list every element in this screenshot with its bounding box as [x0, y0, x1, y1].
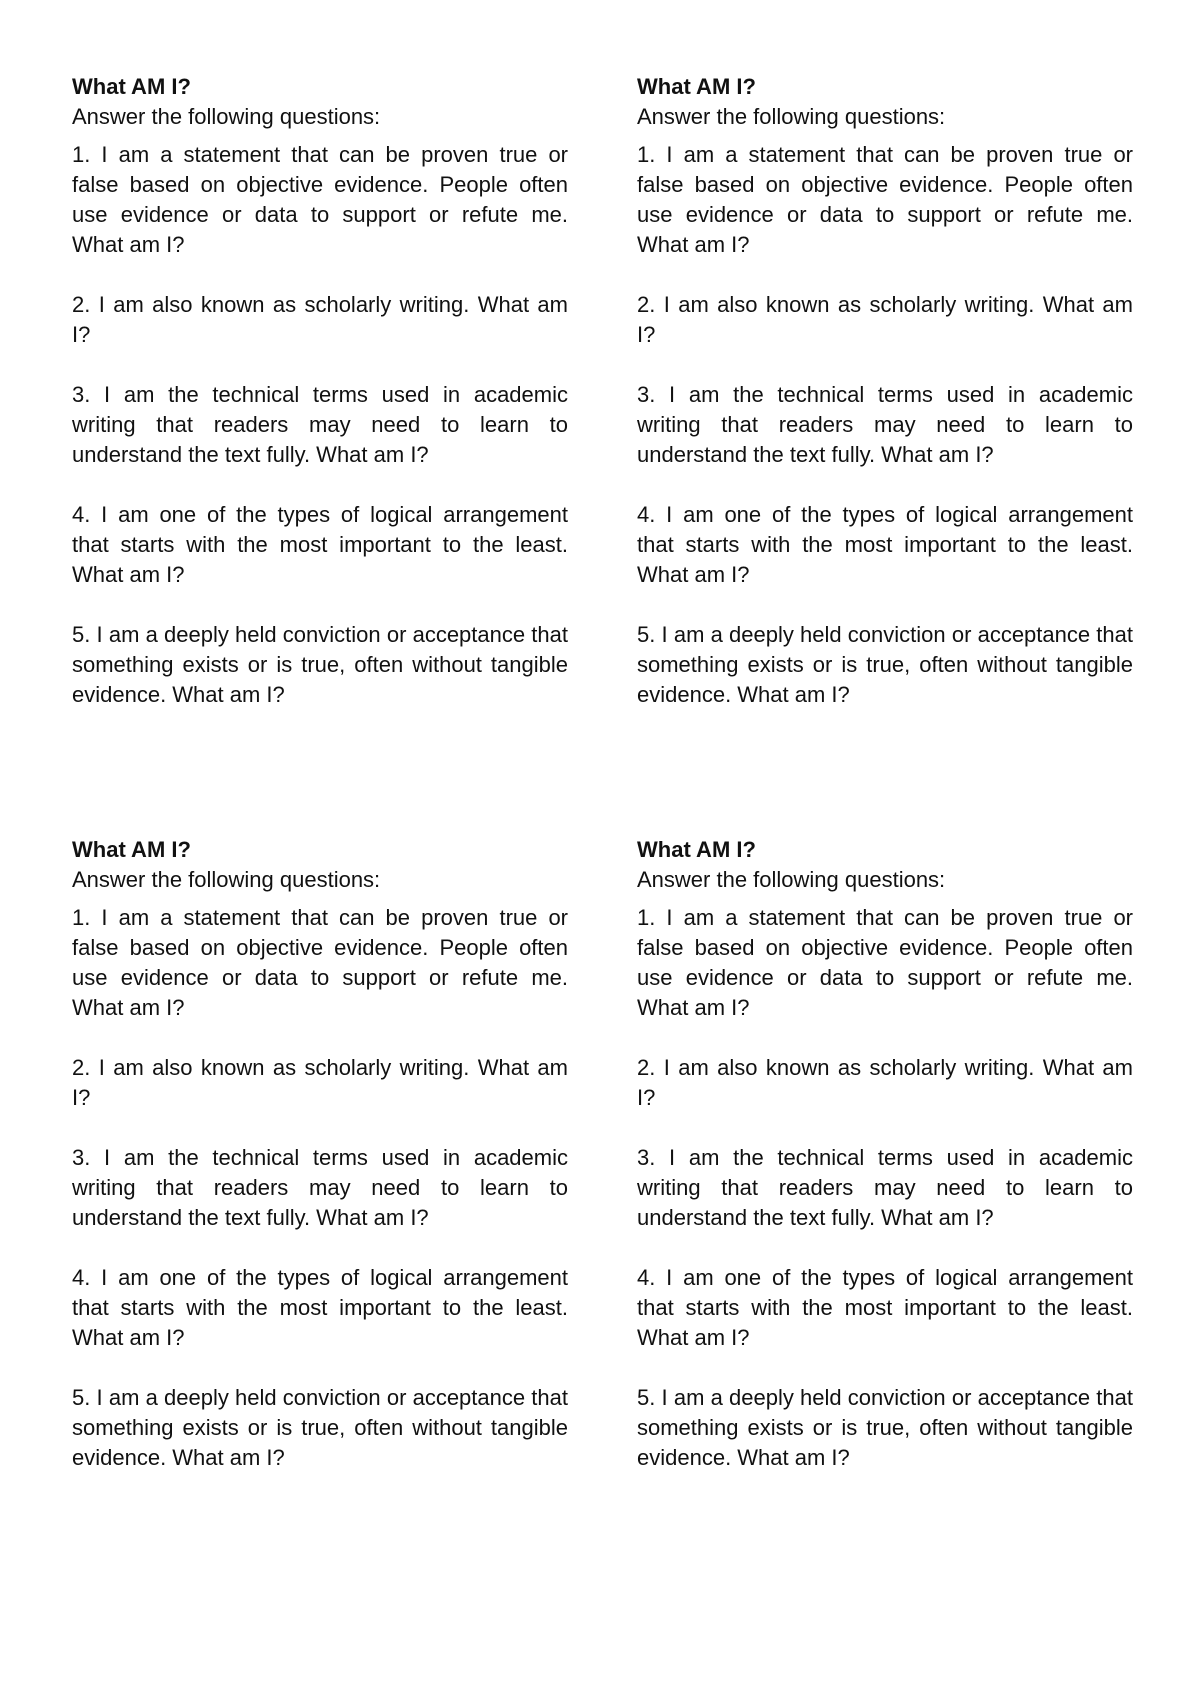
question-3: 3. I am the technical terms used in academic writing that readers may need to learn to understand the text fully. What am I? [637, 1145, 1133, 1230]
question-5: 5. I am a deeply held conviction or acceptance that something exists or is true, often without tangible evidence. What am I? [72, 1385, 568, 1470]
card-title: What AM I? [637, 74, 756, 99]
question-1: 1. I am a statement that can be proven true or false based on objective evidence. People often use evidence or data to support or refute me. What am I? [72, 142, 568, 257]
question-1: 1. I am a statement that can be proven true or false based on objective evidence. People often use evidence or data to support or refute me. What am I? [637, 142, 1133, 257]
question-2: 2. I am also known as scholarly writing. What am I? [637, 292, 1133, 347]
question-3: 3. I am the technical terms used in academic writing that readers may need to learn to understand the text fully. What am I? [637, 382, 1133, 467]
question-3: 3. I am the technical terms used in academic writing that readers may need to learn to understand the text fully. What am I? [72, 382, 568, 467]
question-1: 1. I am a statement that can be proven true or false based on objective evidence. People often use evidence or data to support or refute me. What am I? [637, 905, 1133, 1020]
question-2: 2. I am also known as scholarly writing. What am I? [637, 1055, 1133, 1110]
worksheet-card-top-left [72, 72, 568, 710]
question-1: 1. I am a statement that can be proven true or false based on objective evidence. People often use evidence or data to support or refute me. What am I? [72, 905, 568, 1020]
card-title: What AM I? [637, 837, 756, 862]
worksheet-card-bottom-left [72, 835, 568, 1473]
card-title: What AM I? [72, 74, 191, 99]
worksheet-card-top-right [637, 72, 1133, 710]
question-5: 5. I am a deeply held conviction or acceptance that something exists or is true, often without tangible evidence. What am I? [637, 1385, 1133, 1470]
card-instruction: Answer the following questions: [637, 104, 946, 129]
worksheet-card-bottom-right [637, 835, 1133, 1473]
card-instruction: Answer the following questions: [72, 867, 381, 892]
card-instruction: Answer the following questions: [637, 867, 946, 892]
question-4: 4. I am one of the types of logical arrangement that starts with the most important to the least. What am I? [72, 1265, 568, 1350]
question-4: 4. I am one of the types of logical arrangement that starts with the most important to the least. What am I? [637, 1265, 1133, 1350]
question-4: 4. I am one of the types of logical arrangement that starts with the most important to the least. What am I? [72, 502, 568, 587]
question-2: 2. I am also known as scholarly writing. What am I? [72, 1055, 568, 1110]
question-5: 5. I am a deeply held conviction or acceptance that something exists or is true, often without tangible evidence. What am I? [637, 622, 1133, 707]
question-3: 3. I am the technical terms used in academic writing that readers may need to learn to understand the text fully. What am I? [72, 1145, 568, 1230]
card-instruction: Answer the following questions: [72, 104, 381, 129]
card-title: What AM I? [72, 837, 191, 862]
question-2: 2. I am also known as scholarly writing. What am I? [72, 292, 568, 347]
question-5: 5. I am a deeply held conviction or acceptance that something exists or is true, often without tangible evidence. What am I? [72, 622, 568, 707]
question-4: 4. I am one of the types of logical arrangement that starts with the most important to the least. What am I? [637, 502, 1133, 587]
